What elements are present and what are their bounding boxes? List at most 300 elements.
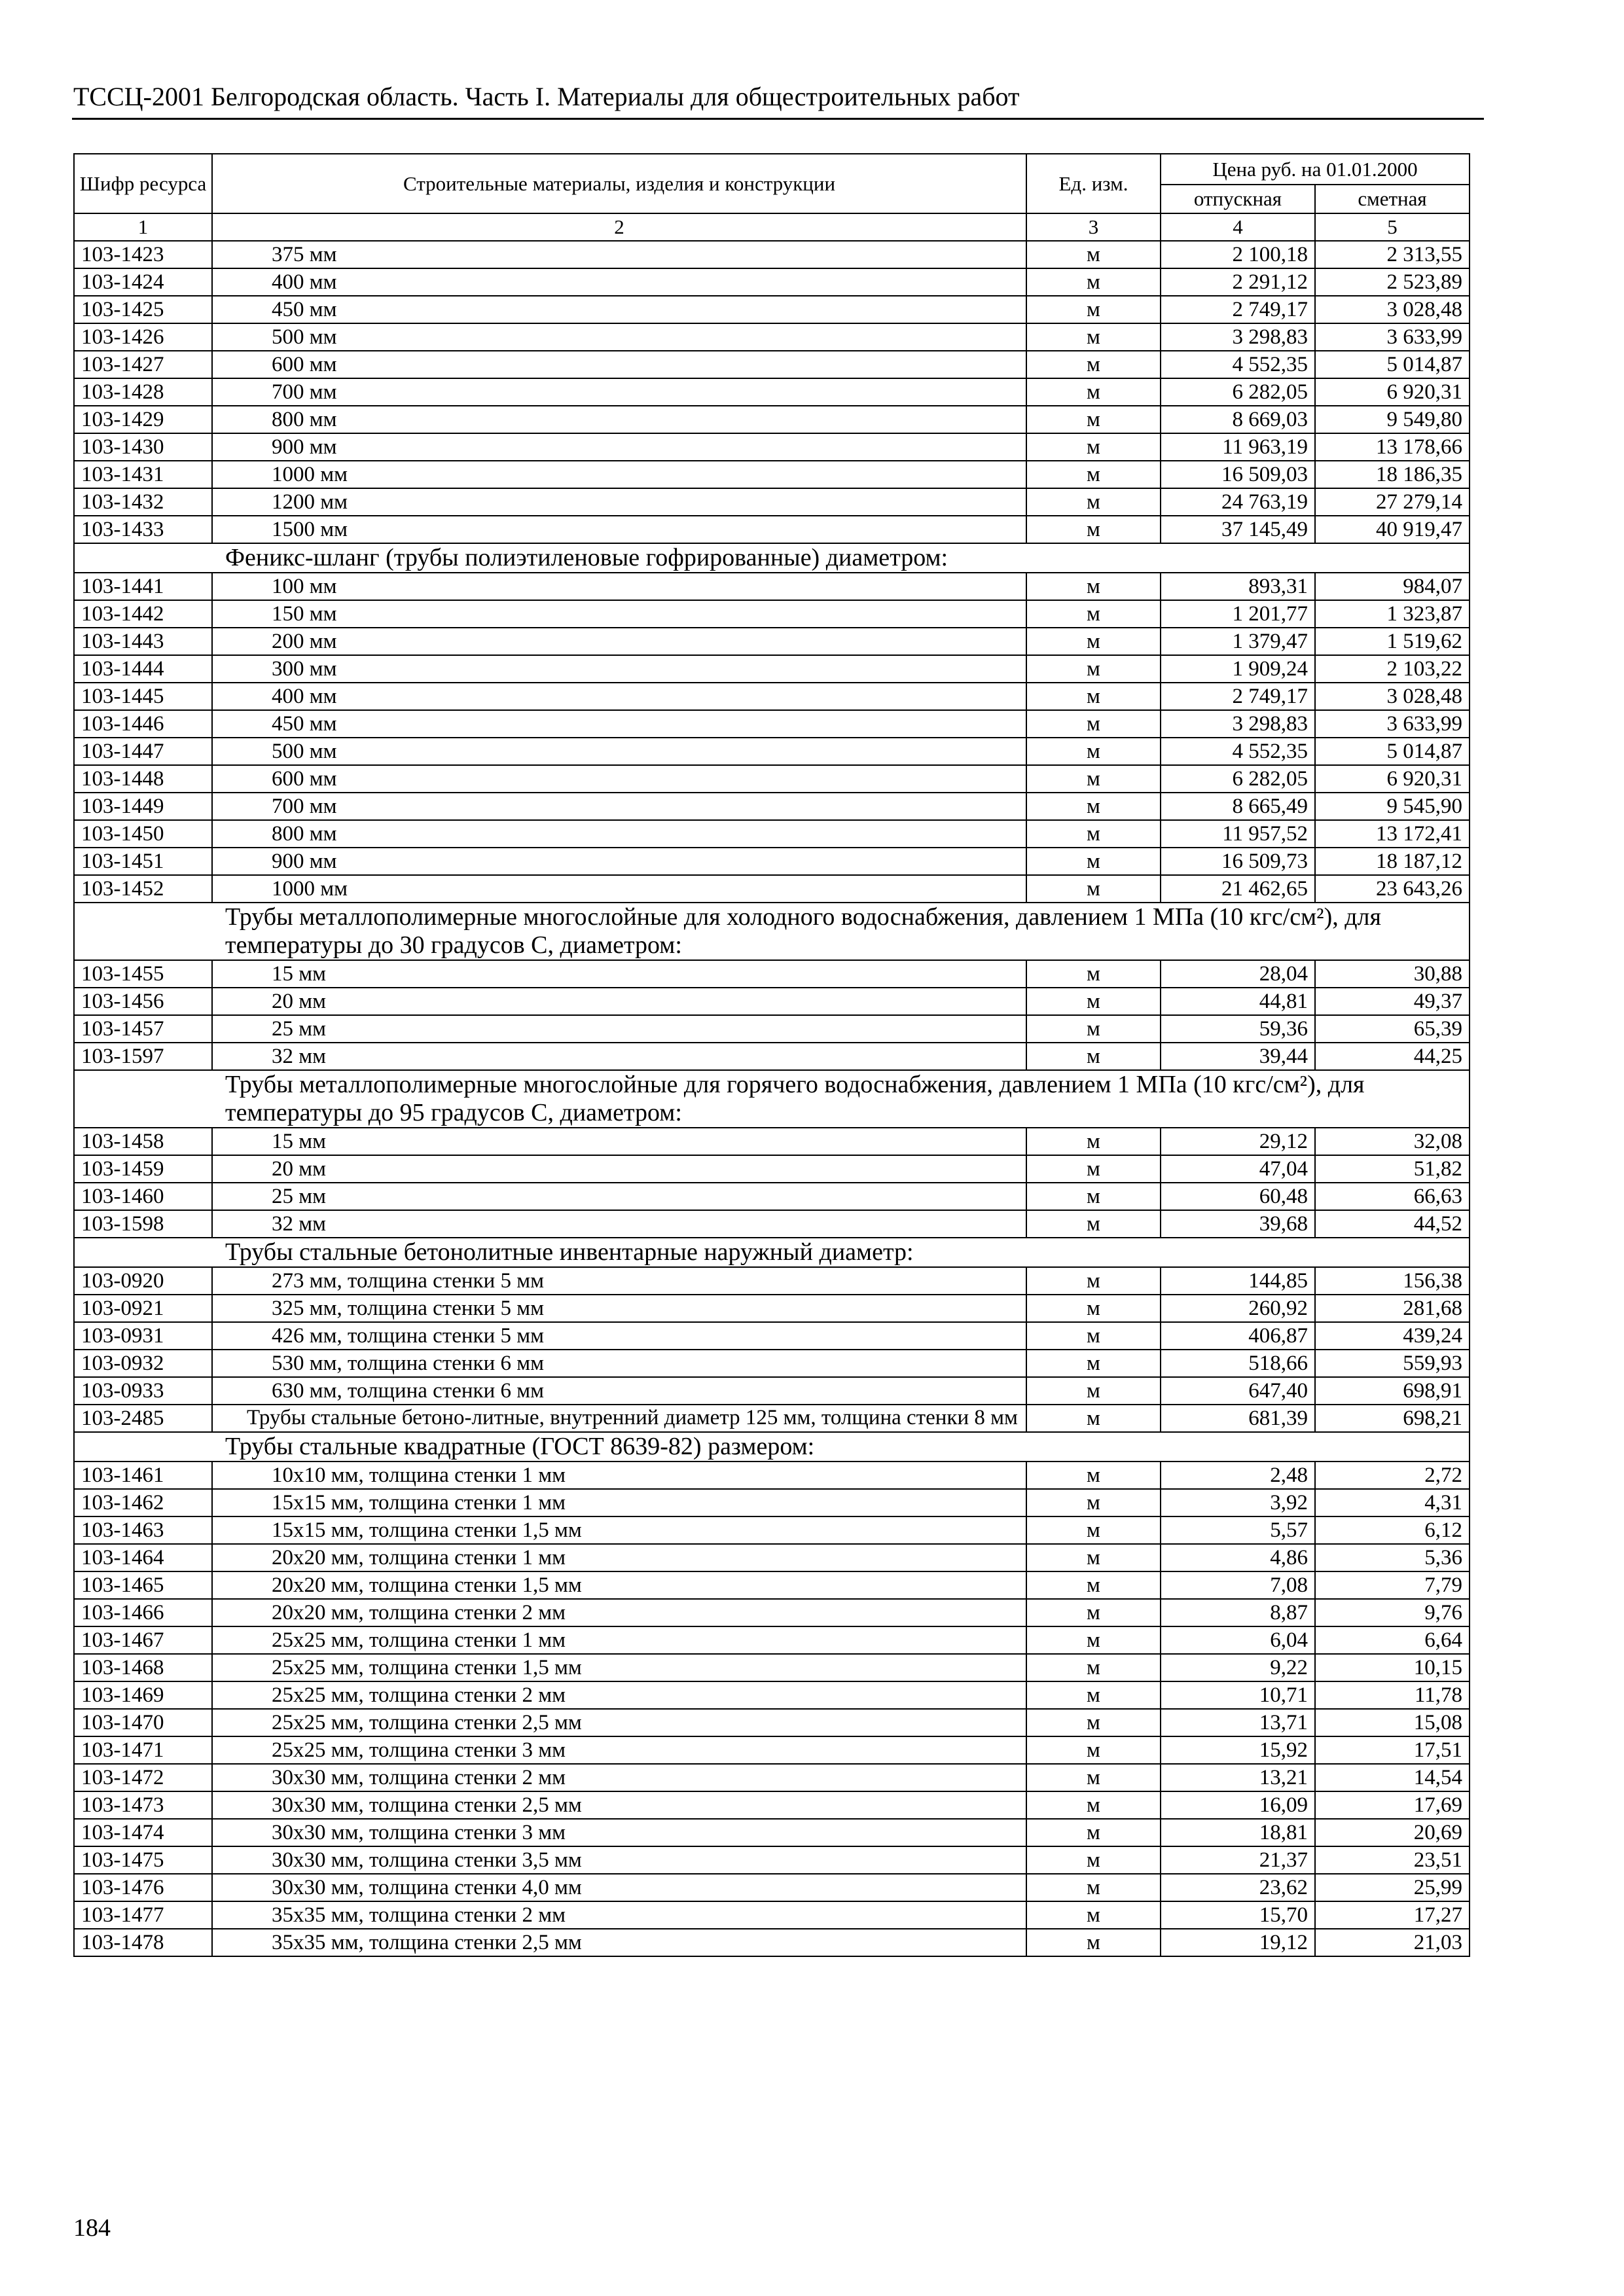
- release-price: 1 379,47: [1161, 628, 1315, 655]
- material-name: 25x25 мм, толщина стенки 2,5 мм: [212, 1709, 1026, 1736]
- unit-cell: м: [1026, 848, 1161, 875]
- resource-code: 103-1442: [74, 600, 212, 628]
- unit-cell: м: [1026, 1322, 1161, 1350]
- material-name: 600 мм: [212, 351, 1026, 378]
- estimate-price: 3 633,99: [1315, 323, 1470, 351]
- estimate-price: 5 014,87: [1315, 738, 1470, 765]
- unit-cell: м: [1026, 1489, 1161, 1516]
- unit-cell: м: [1026, 1128, 1161, 1155]
- resource-code: 103-0933: [74, 1377, 212, 1405]
- unit-cell: м: [1026, 683, 1161, 710]
- material-name: 25x25 мм, толщина стенки 1 мм: [212, 1626, 1026, 1654]
- unit-cell: м: [1026, 1267, 1161, 1295]
- estimate-price: 2,72: [1315, 1462, 1470, 1489]
- unit-cell: м: [1026, 1819, 1161, 1846]
- resource-code: 103-0920: [74, 1267, 212, 1295]
- estimate-price: 2 523,89: [1315, 268, 1470, 296]
- unit-cell: м: [1026, 1626, 1161, 1654]
- table-row: [74, 1654, 1470, 1681]
- material-name: 25x25 мм, толщина стенки 3 мм: [212, 1736, 1026, 1764]
- unit-cell: м: [1026, 1846, 1161, 1874]
- resource-code: 103-1461: [74, 1462, 212, 1489]
- estimate-price: 281,68: [1315, 1295, 1470, 1322]
- material-name: 30x30 мм, толщина стенки 2,5 мм: [212, 1791, 1026, 1819]
- table-row: [74, 820, 1470, 848]
- unit-cell: м: [1026, 710, 1161, 738]
- release-price: 2 749,17: [1161, 296, 1315, 323]
- resource-code: 103-1474: [74, 1819, 212, 1846]
- release-price: 2 100,18: [1161, 241, 1315, 268]
- unit-cell: м: [1026, 1571, 1161, 1599]
- resource-code: 103-1464: [74, 1544, 212, 1571]
- resource-code: 103-1473: [74, 1791, 212, 1819]
- release-price: 406,87: [1161, 1322, 1315, 1350]
- unit-cell: м: [1026, 1405, 1161, 1432]
- release-price: 5,57: [1161, 1516, 1315, 1544]
- unit-cell: м: [1026, 1155, 1161, 1183]
- unit-cell: м: [1026, 573, 1161, 600]
- material-name: 10x10 мм, толщина стенки 1 мм: [212, 1462, 1026, 1489]
- release-price: 13,71: [1161, 1709, 1315, 1736]
- table-row: [74, 1128, 1470, 1155]
- estimate-price: 6 920,31: [1315, 765, 1470, 793]
- estimate-price: 66,63: [1315, 1183, 1470, 1210]
- release-price: 6,04: [1161, 1626, 1315, 1654]
- table-row: [74, 875, 1470, 903]
- resource-code: 103-1428: [74, 378, 212, 406]
- material-name: 15x15 мм, толщина стенки 1 мм: [212, 1489, 1026, 1516]
- material-name: 200 мм: [212, 628, 1026, 655]
- unit-cell: м: [1026, 1901, 1161, 1929]
- price-table-body: [74, 154, 1470, 1956]
- material-name: 30x30 мм, толщина стенки 3 мм: [212, 1819, 1026, 1846]
- table-row: [74, 1544, 1470, 1571]
- unit-cell: м: [1026, 820, 1161, 848]
- unit-cell: м: [1026, 241, 1161, 268]
- table-row: [74, 296, 1470, 323]
- header-code: Шифр ресурса: [74, 154, 212, 213]
- estimate-price: 23,51: [1315, 1846, 1470, 1874]
- section-heading: Трубы стальные бетонолитные инвентарные наружный диаметр:: [74, 1238, 1470, 1267]
- header-name: Строительные материалы, изделия и конструкции: [212, 154, 1026, 213]
- resource-code: 103-1460: [74, 1183, 212, 1210]
- material-name: 1000 мм: [212, 461, 1026, 488]
- table-row: [74, 1405, 1470, 1432]
- section-heading-row: [74, 543, 1470, 573]
- resource-code: 103-1429: [74, 406, 212, 433]
- resource-code: 103-1444: [74, 655, 212, 683]
- table-row: [74, 241, 1470, 268]
- table-row: [74, 1599, 1470, 1626]
- estimate-price: 1 519,62: [1315, 628, 1470, 655]
- release-price: 893,31: [1161, 573, 1315, 600]
- resource-code: 103-1470: [74, 1709, 212, 1736]
- release-price: 2 291,12: [1161, 268, 1315, 296]
- page-number: 184: [73, 2214, 111, 2242]
- material-name: 35x35 мм, толщина стенки 2,5 мм: [212, 1929, 1026, 1956]
- release-price: 8 665,49: [1161, 793, 1315, 820]
- release-price: 39,68: [1161, 1210, 1315, 1238]
- estimate-price: 20,69: [1315, 1819, 1470, 1846]
- estimate-price: 698,91: [1315, 1377, 1470, 1405]
- resource-code: 103-1443: [74, 628, 212, 655]
- release-price: 11 957,52: [1161, 820, 1315, 848]
- release-price: 1 201,77: [1161, 600, 1315, 628]
- resource-code: 103-1469: [74, 1681, 212, 1709]
- unit-cell: м: [1026, 765, 1161, 793]
- material-name: 35x35 мм, толщина стенки 2 мм: [212, 1901, 1026, 1929]
- table-row: [74, 1709, 1470, 1736]
- resource-code: 103-1458: [74, 1128, 212, 1155]
- section-heading: Трубы стальные квадратные (ГОСТ 8639-82) размером:: [74, 1432, 1470, 1462]
- column-numbers-row: [74, 213, 1470, 241]
- table-row: [74, 960, 1470, 988]
- estimate-price: 17,27: [1315, 1901, 1470, 1929]
- release-price: 4 552,35: [1161, 738, 1315, 765]
- unit-cell: м: [1026, 296, 1161, 323]
- table-row: [74, 655, 1470, 683]
- table-row: [74, 573, 1470, 600]
- unit-cell: м: [1026, 406, 1161, 433]
- estimate-price: 4,31: [1315, 1489, 1470, 1516]
- column-number: 4: [1161, 213, 1315, 241]
- estimate-price: 27 279,14: [1315, 488, 1470, 516]
- material-name: 400 мм: [212, 683, 1026, 710]
- table-row: [74, 1901, 1470, 1929]
- material-name: 426 мм, толщина стенки 5 мм: [212, 1322, 1026, 1350]
- estimate-price: 3 028,48: [1315, 683, 1470, 710]
- table-row: [74, 988, 1470, 1015]
- resource-code: 103-1445: [74, 683, 212, 710]
- material-name: 20x20 мм, толщина стенки 1 мм: [212, 1544, 1026, 1571]
- release-price: 8 669,03: [1161, 406, 1315, 433]
- resource-code: 103-1455: [74, 960, 212, 988]
- table-row: [74, 1322, 1470, 1350]
- release-price: 21 462,65: [1161, 875, 1315, 903]
- table-row: [74, 1929, 1470, 1956]
- resource-code: 103-1457: [74, 1015, 212, 1043]
- resource-code: 103-1426: [74, 323, 212, 351]
- estimate-price: 25,99: [1315, 1874, 1470, 1901]
- release-price: 260,92: [1161, 1295, 1315, 1322]
- release-price: 13,21: [1161, 1764, 1315, 1791]
- material-name: 32 мм: [212, 1043, 1026, 1070]
- release-price: 8,87: [1161, 1599, 1315, 1626]
- estimate-price: 559,93: [1315, 1350, 1470, 1377]
- resource-code: 103-0932: [74, 1350, 212, 1377]
- resource-code: 103-1467: [74, 1626, 212, 1654]
- estimate-price: 5,36: [1315, 1544, 1470, 1571]
- material-name: 15 мм: [212, 960, 1026, 988]
- table-row: [74, 1295, 1470, 1322]
- unit-cell: м: [1026, 1874, 1161, 1901]
- section-heading-row: [74, 1238, 1470, 1267]
- table-row: [74, 1043, 1470, 1070]
- section-heading: Феникс-шланг (трубы полиэтиленовые гофрированные) диаметром:: [74, 543, 1470, 573]
- unit-cell: м: [1026, 1736, 1161, 1764]
- material-name: 800 мм: [212, 820, 1026, 848]
- release-price: 60,48: [1161, 1183, 1315, 1210]
- unit-cell: м: [1026, 600, 1161, 628]
- resource-code: 103-1598: [74, 1210, 212, 1238]
- release-price: 19,12: [1161, 1929, 1315, 1956]
- resource-code: 103-1451: [74, 848, 212, 875]
- material-name: 900 мм: [212, 848, 1026, 875]
- material-name: 630 мм, толщина стенки 6 мм: [212, 1377, 1026, 1405]
- release-price: 3,92: [1161, 1489, 1315, 1516]
- unit-cell: м: [1026, 1516, 1161, 1544]
- estimate-price: 21,03: [1315, 1929, 1470, 1956]
- resource-code: 103-1446: [74, 710, 212, 738]
- table-row: [74, 1183, 1470, 1210]
- unit-cell: м: [1026, 655, 1161, 683]
- estimate-price: 44,52: [1315, 1210, 1470, 1238]
- material-name: 20x20 мм, толщина стенки 1,5 мм: [212, 1571, 1026, 1599]
- estimate-price: 984,07: [1315, 573, 1470, 600]
- release-price: 2,48: [1161, 1462, 1315, 1489]
- material-name: 300 мм: [212, 655, 1026, 683]
- release-price: 1 909,24: [1161, 655, 1315, 683]
- table-row: [74, 1736, 1470, 1764]
- estimate-price: 17,51: [1315, 1736, 1470, 1764]
- release-price: 518,66: [1161, 1350, 1315, 1377]
- table-row: [74, 461, 1470, 488]
- estimate-price: 32,08: [1315, 1128, 1470, 1155]
- estimate-price: 49,37: [1315, 988, 1470, 1015]
- release-price: 37 145,49: [1161, 516, 1315, 543]
- estimate-price: 65,39: [1315, 1015, 1470, 1043]
- price-table: [73, 153, 1470, 1957]
- release-price: 3 298,83: [1161, 710, 1315, 738]
- release-price: 2 749,17: [1161, 683, 1315, 710]
- resource-code: 103-1432: [74, 488, 212, 516]
- estimate-price: 3 028,48: [1315, 296, 1470, 323]
- table-header-row: [74, 154, 1470, 185]
- material-name: 500 мм: [212, 323, 1026, 351]
- estimate-price: 6,64: [1315, 1626, 1470, 1654]
- unit-cell: м: [1026, 516, 1161, 543]
- resource-code: 103-1472: [74, 1764, 212, 1791]
- material-name: 15x15 мм, толщина стенки 1,5 мм: [212, 1516, 1026, 1544]
- column-number: 3: [1026, 213, 1161, 241]
- unit-cell: м: [1026, 988, 1161, 1015]
- unit-cell: м: [1026, 378, 1161, 406]
- material-name: 600 мм: [212, 765, 1026, 793]
- estimate-price: 44,25: [1315, 1043, 1470, 1070]
- header-estimate-price: сметная: [1315, 185, 1470, 213]
- material-name: 100 мм: [212, 573, 1026, 600]
- material-name: 500 мм: [212, 738, 1026, 765]
- release-price: 10,71: [1161, 1681, 1315, 1709]
- material-name: 450 мм: [212, 710, 1026, 738]
- estimate-price: 6 920,31: [1315, 378, 1470, 406]
- unit-cell: м: [1026, 1462, 1161, 1489]
- unit-cell: м: [1026, 1183, 1161, 1210]
- unit-cell: м: [1026, 1350, 1161, 1377]
- unit-cell: м: [1026, 1377, 1161, 1405]
- column-number: 1: [74, 213, 212, 241]
- unit-cell: м: [1026, 1929, 1161, 1956]
- unit-cell: м: [1026, 1709, 1161, 1736]
- table-row: [74, 1571, 1470, 1599]
- section-heading-row: [74, 1070, 1470, 1128]
- table-row: [74, 1462, 1470, 1489]
- table-row: [74, 323, 1470, 351]
- table-row: [74, 683, 1470, 710]
- estimate-price: 2 103,22: [1315, 655, 1470, 683]
- release-price: 7,08: [1161, 1571, 1315, 1599]
- material-name: 1000 мм: [212, 875, 1026, 903]
- resource-code: 103-1476: [74, 1874, 212, 1901]
- unit-cell: м: [1026, 351, 1161, 378]
- unit-cell: м: [1026, 793, 1161, 820]
- estimate-price: 439,24: [1315, 1322, 1470, 1350]
- unit-cell: м: [1026, 1654, 1161, 1681]
- header-rule: [72, 118, 1484, 120]
- release-price: 39,44: [1161, 1043, 1315, 1070]
- material-name: 20 мм: [212, 988, 1026, 1015]
- unit-cell: м: [1026, 1295, 1161, 1322]
- table-row: [74, 1819, 1470, 1846]
- resource-code: 103-0921: [74, 1295, 212, 1322]
- estimate-price: 9,76: [1315, 1599, 1470, 1626]
- resource-code: 103-1431: [74, 461, 212, 488]
- resource-code: 103-1441: [74, 573, 212, 600]
- estimate-price: 698,21: [1315, 1405, 1470, 1432]
- estimate-price: 11,78: [1315, 1681, 1470, 1709]
- resource-code: 103-1468: [74, 1654, 212, 1681]
- resource-code: 103-1456: [74, 988, 212, 1015]
- header-release-price: отпускная: [1161, 185, 1315, 213]
- material-name: 1200 мм: [212, 488, 1026, 516]
- table-row: [74, 1764, 1470, 1791]
- table-row: [74, 1681, 1470, 1709]
- material-name: 325 мм, толщина стенки 5 мм: [212, 1295, 1026, 1322]
- release-price: 4,86: [1161, 1544, 1315, 1571]
- table-row: [74, 488, 1470, 516]
- material-name: 450 мм: [212, 296, 1026, 323]
- material-name: 900 мм: [212, 433, 1026, 461]
- resource-code: 103-1447: [74, 738, 212, 765]
- release-price: 15,92: [1161, 1736, 1315, 1764]
- unit-cell: м: [1026, 960, 1161, 988]
- estimate-price: 13 178,66: [1315, 433, 1470, 461]
- release-price: 6 282,05: [1161, 765, 1315, 793]
- material-name: 15 мм: [212, 1128, 1026, 1155]
- unit-cell: м: [1026, 628, 1161, 655]
- resource-code: 103-1449: [74, 793, 212, 820]
- estimate-price: 51,82: [1315, 1155, 1470, 1183]
- estimate-price: 9 545,90: [1315, 793, 1470, 820]
- estimate-price: 1 323,87: [1315, 600, 1470, 628]
- page-header-title: ТССЦ-2001 Белгородская область. Часть I. Материалы для общестроительных работ: [73, 82, 1020, 111]
- material-name: 273 мм, толщина стенки 5 мм: [212, 1267, 1026, 1295]
- release-price: 15,70: [1161, 1901, 1315, 1929]
- estimate-price: 23 643,26: [1315, 875, 1470, 903]
- estimate-price: 9 549,80: [1315, 406, 1470, 433]
- release-price: 6 282,05: [1161, 378, 1315, 406]
- material-name: 30x30 мм, толщина стенки 2 мм: [212, 1764, 1026, 1791]
- table-row: [74, 1350, 1470, 1377]
- unit-cell: м: [1026, 268, 1161, 296]
- resource-code: 103-1597: [74, 1043, 212, 1070]
- estimate-price: 18 187,12: [1315, 848, 1470, 875]
- unit-cell: м: [1026, 875, 1161, 903]
- estimate-price: 5 014,87: [1315, 351, 1470, 378]
- unit-cell: м: [1026, 1599, 1161, 1626]
- table-row: [74, 1015, 1470, 1043]
- unit-cell: м: [1026, 1015, 1161, 1043]
- unit-cell: м: [1026, 323, 1161, 351]
- resource-code: 103-1463: [74, 1516, 212, 1544]
- estimate-price: 40 919,47: [1315, 516, 1470, 543]
- estimate-price: 15,08: [1315, 1709, 1470, 1736]
- table-row: [74, 628, 1470, 655]
- estimate-price: 2 313,55: [1315, 241, 1470, 268]
- table-row: [74, 1489, 1470, 1516]
- material-name: 30x30 мм, толщина стенки 3,5 мм: [212, 1846, 1026, 1874]
- material-name: Трубы стальные бетоно-литные, внутренний диаметр 125 мм, толщина стенки 8 мм: [212, 1405, 1026, 1432]
- resource-code: 103-1478: [74, 1929, 212, 1956]
- unit-cell: м: [1026, 1791, 1161, 1819]
- estimate-price: 7,79: [1315, 1571, 1470, 1599]
- unit-cell: м: [1026, 1210, 1161, 1238]
- table-row: [74, 1210, 1470, 1238]
- unit-cell: м: [1026, 433, 1161, 461]
- header-price-group: Цена руб. на 01.01.2000: [1161, 154, 1470, 185]
- table-row: [74, 848, 1470, 875]
- release-price: 16 509,03: [1161, 461, 1315, 488]
- estimate-price: 6,12: [1315, 1516, 1470, 1544]
- release-price: 681,39: [1161, 1405, 1315, 1432]
- table-row: [74, 1267, 1470, 1295]
- release-price: 23,62: [1161, 1874, 1315, 1901]
- resource-code: 103-0931: [74, 1322, 212, 1350]
- section-heading-row: [74, 903, 1470, 960]
- material-name: 1500 мм: [212, 516, 1026, 543]
- release-price: 18,81: [1161, 1819, 1315, 1846]
- release-price: 11 963,19: [1161, 433, 1315, 461]
- resource-code: 103-1466: [74, 1599, 212, 1626]
- unit-cell: м: [1026, 1681, 1161, 1709]
- material-name: 32 мм: [212, 1210, 1026, 1238]
- resource-code: 103-1465: [74, 1571, 212, 1599]
- resource-code: 103-1452: [74, 875, 212, 903]
- material-name: 25x25 мм, толщина стенки 1,5 мм: [212, 1654, 1026, 1681]
- release-price: 24 763,19: [1161, 488, 1315, 516]
- table-row: [74, 1846, 1470, 1874]
- resource-code: 103-1448: [74, 765, 212, 793]
- release-price: 44,81: [1161, 988, 1315, 1015]
- column-number: 5: [1315, 213, 1470, 241]
- table-row: [74, 1791, 1470, 1819]
- table-row: [74, 738, 1470, 765]
- release-price: 28,04: [1161, 960, 1315, 988]
- resource-code: 103-1427: [74, 351, 212, 378]
- resource-code: 103-1462: [74, 1489, 212, 1516]
- release-price: 4 552,35: [1161, 351, 1315, 378]
- table-row: [74, 765, 1470, 793]
- unit-cell: м: [1026, 488, 1161, 516]
- unit-cell: м: [1026, 738, 1161, 765]
- table-row: [74, 433, 1470, 461]
- resource-code: 103-1459: [74, 1155, 212, 1183]
- resource-code: 103-1477: [74, 1901, 212, 1929]
- resource-code: 103-1471: [74, 1736, 212, 1764]
- table-row: [74, 1874, 1470, 1901]
- estimate-price: 10,15: [1315, 1654, 1470, 1681]
- material-name: 25 мм: [212, 1183, 1026, 1210]
